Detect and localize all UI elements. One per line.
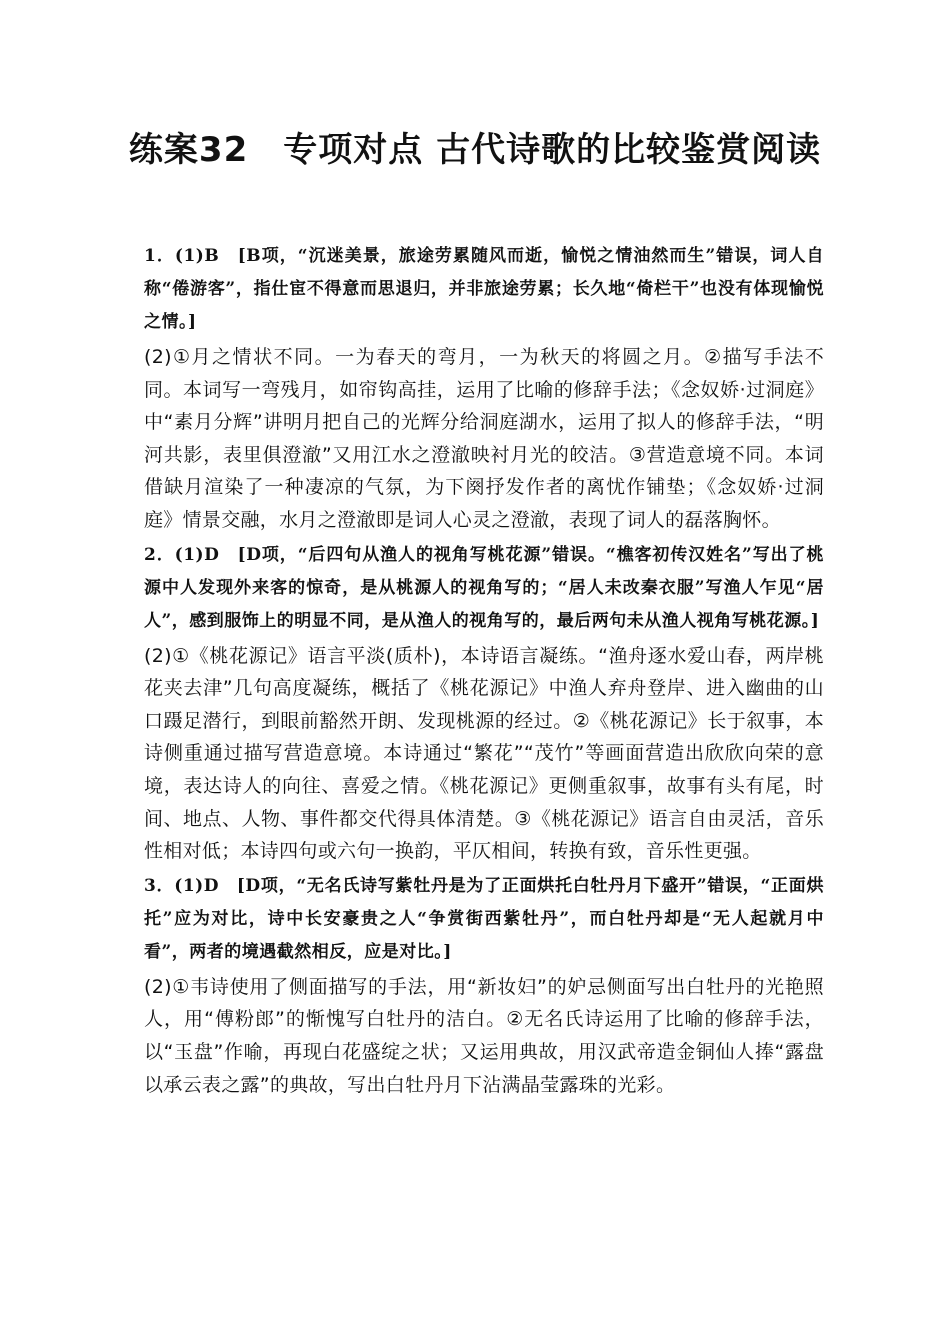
question-1-answer: 1．(1)B [B项，“沉迷美景，旅途劳累随风而逝，愉悦之情油然而生”错误，词人自称“倦游客”，指仕宦不得意而思退归，并非旅途劳累；长久地“倚栏干”也没有体现愉悦之情。] <box>144 246 824 332</box>
question-1-analysis: (2)①月之情状不同。一为春天的弯月，一为秋天的将圆之月。②描写手法不同。本词写一弯残月，如帘钩高挂，运用了比喻的修辞手法；《念奴娇·过洞庭》中“素月分辉”讲明月把自己的光辉分给洞庭湖水，运用了拟人的修辞手法，“明河共影，表里俱澄澈”又用江水之澄澈映衬月光的皎洁。③营造意境不同。本词借缺月渲染了一种凄凉的气氛，为下阕抒发作者的离忧作铺垫；《念奴娇·过洞庭》情景交融，水月之澄澈即是词人心灵之澄澈，表现了词人的磊落胸怀。 <box>144 346 824 531</box>
question-1 <box>144 240 824 537</box>
question-3-answer: 3．(1)D [D项，“无名氏诗写紫牡丹是为了正面烘托白牡丹月下盛开”错误，“正面烘托”应为对比，诗中长安豪贵之人“争赏街西紫牡丹”，而白牡丹却是“无人起就月中看”，两者的境遇截然相反，应是对比。] <box>144 875 824 962</box>
question-2-answer: 2．(1)D [D项，“后四句从渔人的视角写桃花源”错误。“樵客初传汉姓名”写出了桃源中人发现外来客的惊奇，是从桃源人的视角写的；“居人未改秦衣服”写渔人乍见“居人”，感到服饰上的明显不同，是从渔人的视角写的，最后两句未从渔人视角写桃花源。] <box>144 544 824 631</box>
question-2 <box>144 539 824 868</box>
question-2-analysis: (2)①《桃花源记》语言平淡(质朴)，本诗语言凝练。“渔舟逐水爱山春，两岸桃花夹去津”几句高度凝练，概括了《桃花源记》中渔人弃舟登岸、进入幽曲的山口蹑足潜行，到眼前豁然开朗、发现桃源的经过。②《桃花源记》长于叙事，本诗侧重通过描写营造意境。本诗通过“繁花”“茂竹”等画面营造出欣欣向荣的意境，表达诗人的向往、喜爱之情。《桃花源记》更侧重叙事，故事有头有尾，时间、地点、人物、事件都交代得具体清楚。③《桃花源记》语言自由灵活，音乐性相对低；本诗四句或六句一换韵，平仄相间，转换有致，音乐性更强。 <box>144 644 824 863</box>
question-3 <box>144 870 824 1101</box>
question-3-analysis: (2)①韦诗使用了侧面描写的手法，用“新妆妇”的妒忌侧面写出白牡丹的光艳照人，用“傅粉郎”的惭愧写白牡丹的洁白。②无名氏诗运用了比喻的修辞手法，以“玉盘”作喻，再现白花盛绽之状；又运用典故，用汉武帝造金铜仙人捧“露盘以承云表之露”的典故，写出白牡丹月下沾满晶莹露珠的光彩。 <box>144 975 824 1096</box>
page-title: 练案32 专项对点 古代诗歌的比较鉴赏阅读 <box>128 130 822 170</box>
answer-content <box>144 240 824 1101</box>
